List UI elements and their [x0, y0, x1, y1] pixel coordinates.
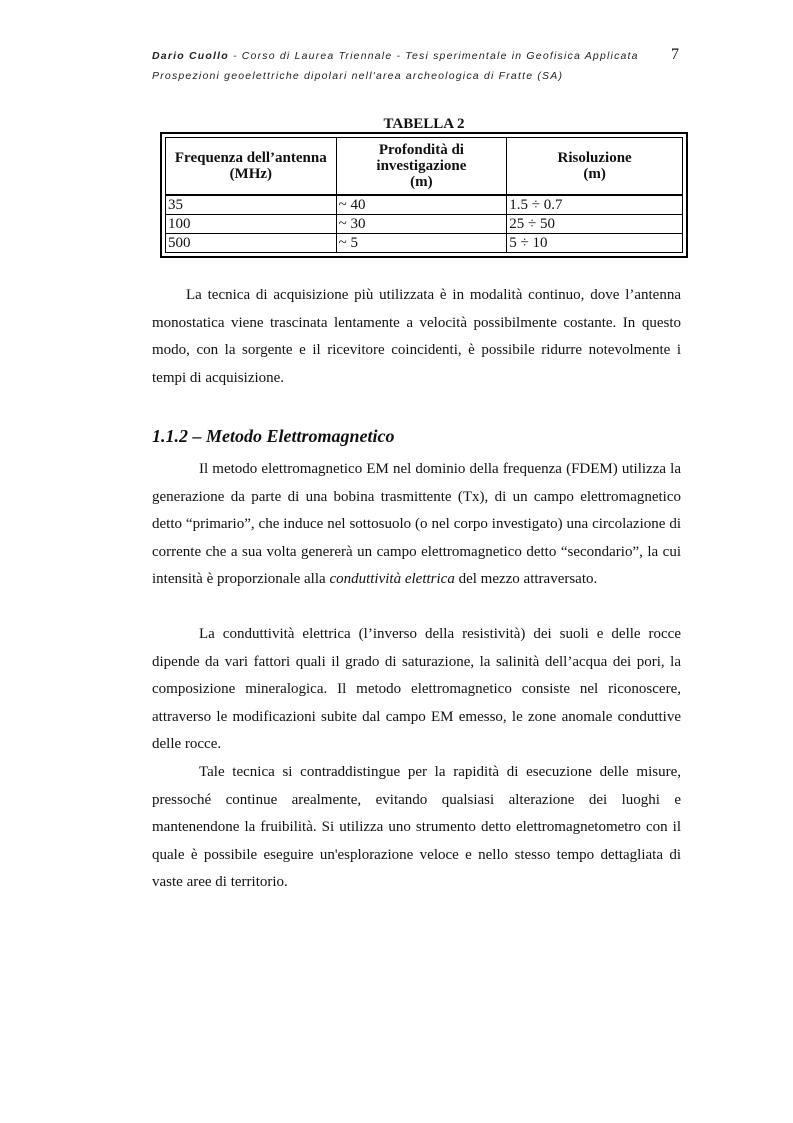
- header-text: Profondità di: [378, 142, 464, 158]
- paragraph-1-text-end: del mezzo attraversato.: [454, 571, 598, 587]
- header-course: - Corso di Laurea Triennale - Tesi sperimentale in Geofisica Applicata: [228, 50, 639, 62]
- table-cell: ~ 40: [336, 195, 507, 215]
- table-header-frequency: [166, 138, 337, 196]
- table-frame: [160, 132, 688, 258]
- header-unit: (m): [583, 166, 606, 182]
- header-unit: (MHz): [229, 166, 273, 182]
- table-cell: 500: [166, 234, 337, 253]
- table-header-depth: [336, 138, 507, 196]
- header-line-1: [152, 46, 682, 66]
- table-cell: 1.5 ÷ 0.7: [507, 195, 683, 215]
- paragraph-1: [152, 456, 681, 594]
- header-text: Risoluzione: [557, 150, 632, 166]
- italic-term: conduttività elettrica: [329, 571, 455, 587]
- table-cell: 25 ÷ 50: [507, 215, 683, 234]
- intro-paragraph: [152, 282, 681, 392]
- table-header-resolution: [507, 138, 683, 196]
- section-heading: 1.1.2 – Metodo Elettromagnetico: [152, 426, 395, 446]
- table-header-row: [166, 138, 683, 196]
- paragraph-1-text: Il metodo elettromagnetico EM nel dominio della frequenza (FDEM) utilizza la generazione da parte di una bobina trasmittente (Tx), di un campo elettromagnetico detto “primario”, che induce nel sottosuolo (o nel corpo investigato) una circolazione di corrente che a sua volta genererà un campo elettromagnetico detto “secondario”, la cui intensità è proporzionale alla: [152, 461, 681, 587]
- table-cell: 5 ÷ 10: [507, 234, 683, 253]
- table-row: [166, 234, 683, 253]
- paragraph-2-text: La conduttività elettrica (l’inverso della resistività) dei suoli e delle rocce dipende da vari fattori quali il grado di saturazione, la salinità dell’acqua dei pori, la composizione mineralogica. Il metodo elettromagnetico consiste nel riconoscere, attraverso le modificazioni subite dal campo EM emesso, le zone anomale conduttive delle rocce.: [152, 626, 681, 752]
- header-text: Frequenza dell’antenna: [174, 150, 327, 166]
- intro-paragraph-text: La tecnica di acquisizione più utilizzata è in modalità continuo, dove l’antenna monostatica viene trascinata lentamente a velocità possibilmente costante. In questo modo, con la sorgente e il ricevitore coincidenti, è possibile ridurre notevolmente i tempi di acquisizione.: [152, 287, 681, 386]
- header-text: investigazione: [376, 158, 467, 174]
- header-unit: (m): [410, 174, 433, 190]
- header-author: Dario Cuollo: [152, 50, 229, 62]
- table-row: [166, 215, 683, 234]
- paragraph-3: [152, 759, 681, 897]
- table-cell: 100: [166, 215, 337, 234]
- table-cell: ~ 30: [336, 215, 507, 234]
- table-row: [166, 195, 683, 215]
- table-cell: ~ 5: [336, 234, 507, 253]
- paragraph-3-text: Tale tecnica si contraddistingue per la rapidità di esecuzione delle misure, pressoché continue arealmente, evitando qualsiasi alterazione dei luoghi e mantenendone la fruibilità. Si utilizza uno strumento detto elettromagnetometro con il quale è possibile eseguire un'esplorazione veloce e nello stesso tempo dettagliata di vaste aree di territorio.: [152, 764, 681, 890]
- running-header: [152, 46, 682, 86]
- page-number: 7: [671, 46, 679, 63]
- table-cell: 35: [166, 195, 337, 215]
- data-table: [165, 137, 683, 253]
- header-subtitle: Prospezioni geoelettriche dipolari nell'area archeologica di Fratte (SA): [152, 70, 564, 82]
- paragraph-2: [152, 621, 681, 759]
- table-title: TABELLA 2: [383, 116, 465, 132]
